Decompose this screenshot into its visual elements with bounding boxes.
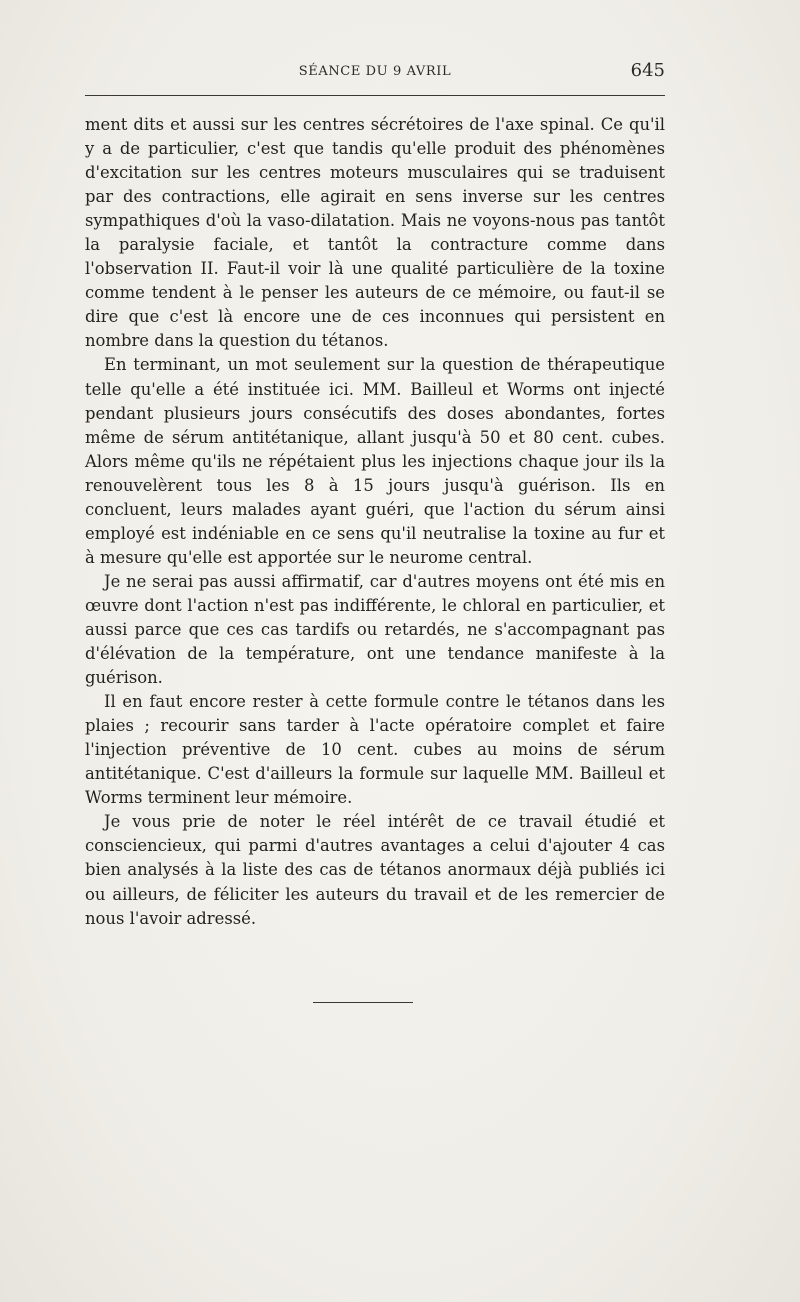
paragraph-continuation: ment dits et aussi sur les centres sécrétoires de l'axe spinal. Ce qu'il y a de particulier, c'est que tandis qu'elle produit des phénomènes d'excitation sur les centres moteurs musculaires qui se traduisent par des contractions, elle agirait en sens inverse sur les centres sympathiques d'où la vaso-dilatation. Mais ne voyons-nous pas tantôt la paralysie faciale, et tantôt la contracture comme dans l'observation II. Faut-il voir là une qualité particulière de la toxine comme tendent à le penser les auteurs de ce mémoire, ou faut-il se dire que c'est là encore une de ces inconnues qui persistent en nombre dans la question du tétanos. [85, 115, 665, 351]
paragraph-therapeutics: En terminant, un mot seulement sur la question de thérapeutique telle qu'elle a été instituée ici. MM. Bailleul et Worms ont injecté pendant plusieurs jours consécutifs des doses abondantes, fortes même de sérum antitétanique, allant jusqu'à 50 et 80 cent. cubes. Alors même qu'ils ne répétaient plus les injections chaque jour ils la renouvelèrent tous les 8 à 15 jours jusqu'à guérison. Ils en concluent, leurs malades ayant guéri, que l'action du sérum ainsi employé est indéniable en ce sens qu'il neutralise la toxine au fur et à mesure qu'elle est apportée sur le neurome central. [85, 355, 665, 567]
header-rule [85, 95, 665, 96]
running-title: SÉANCE DU 9 AVRIL [298, 64, 452, 79]
page-number: 645 [630, 60, 665, 81]
paragraph-conclusion: Je vous prie de noter le réel intérêt de ce travail étudié et consciencieux, qui parmi d'autres avantages a celui d'ajouter 4 cas bien analysés à la liste des cas de tétanos anormaux déjà publiés ici ou ailleurs, de féliciter les auteurs du travail et de les remercier de nous l'avoir adressé. [85, 812, 665, 928]
body-text [85, 113, 665, 931]
paragraph-reservation: Je ne serai pas aussi affirmatif, car d'autres moyens ont été mis en œuvre dont l'action n'est pas indifférente, le chloral en particulier, et aussi parce que ces cas tardifs ou retardés, ne s'accompagnant pas d'élévation de la température, ont une tendance manifeste à la guérison. [85, 571, 665, 688]
end-rule [313, 1002, 413, 1003]
page-header [85, 60, 665, 84]
paragraph-formula: Il en faut encore rester à cette formule contre le tétanos dans les plaies ; recourir sans tarder à l'acte opératoire complet et faire l'injection préventive de 10 cent. cubes au moins de sérum antitétanique. C'est d'ailleurs la formule sur laquelle MM. Bailleul et Worms terminent leur mémoire. [85, 692, 665, 808]
